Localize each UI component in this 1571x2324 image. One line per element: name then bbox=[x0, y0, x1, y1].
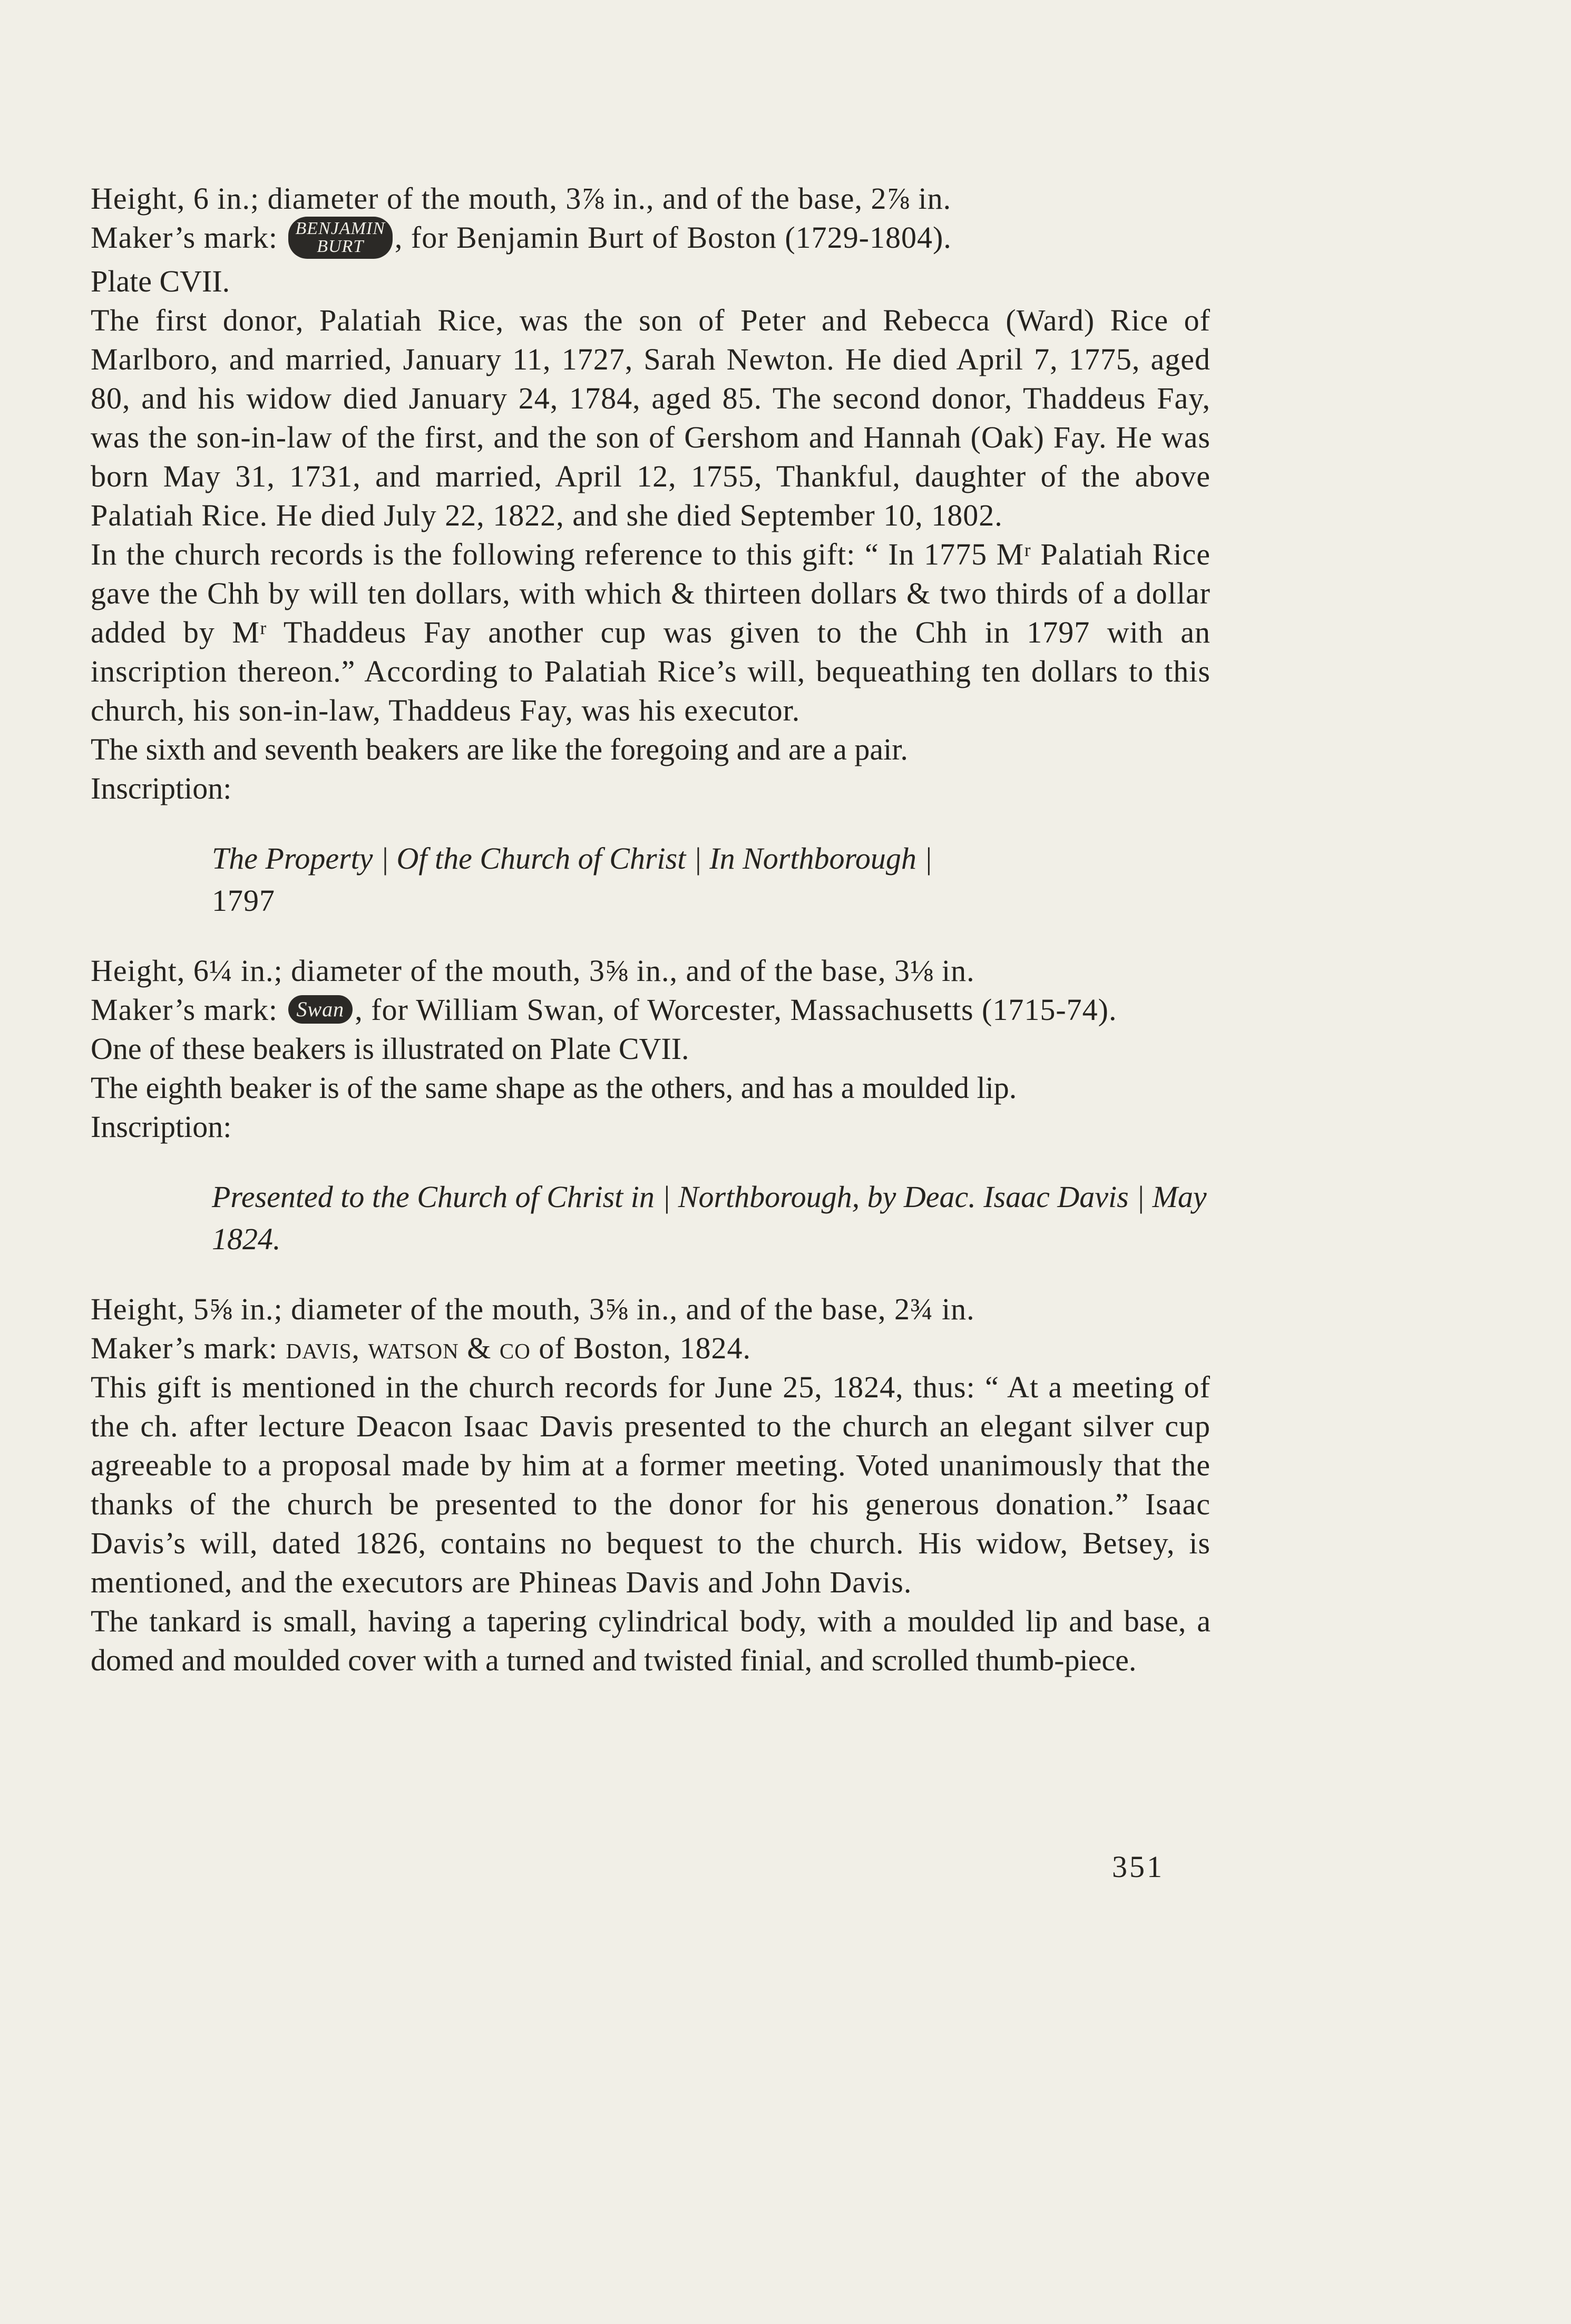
measurement-line: Height, 6 in.; diameter of the mouth, 3⅞ in., and of the base, 2⅞ in. bbox=[91, 181, 952, 216]
makers-mark-name: davis, watson & co bbox=[286, 1330, 531, 1365]
makers-mark-line bbox=[91, 218, 1211, 262]
beakers-paragraph: The sixth and seventh beakers are like the foregoing and are a pair. bbox=[91, 732, 908, 766]
inscription-text: The Property | Of the Church of Christ | In Northborough | bbox=[212, 841, 933, 876]
makers-mark-label: Maker’s mark: bbox=[91, 992, 286, 1027]
makers-mark-attribution: , for William Swan, of Worcester, Massachusetts (1715-74). bbox=[355, 992, 1117, 1027]
measurement-line: Height, 6¼ in.; diameter of the mouth, 3⅝ in., and of the base, 3⅛ in. bbox=[91, 953, 975, 988]
gift-records-paragraph: This gift is mentioned in the church records for June 25, 1824, thus: “ At a meeting of the ch. after lecture Deacon Isaac Davis presented to the church an elegant silver cup agreeable to a proposal made by him at a former meeting. Voted unanimously that the thanks of the church be presented to the donor for his generous donation.” Isaac Davis’s will, dated 1826, contains no bequest to the church. His widow, Betsey, is mentioned, and the executors are Phineas Davis and John Davis. bbox=[91, 1369, 1211, 1599]
inscription-label: Inscription: bbox=[91, 771, 232, 805]
inscription-year: 1797 bbox=[212, 883, 275, 918]
benjamin-burt-mark-stamp bbox=[288, 217, 393, 259]
makers-mark-line bbox=[91, 1329, 1211, 1368]
page-number: 351 bbox=[1112, 1850, 1164, 1884]
measurement-line: Height, 5⅝ in.; diameter of the mouth, 3⅝ in., and of the base, 2¾ in. bbox=[91, 1291, 975, 1326]
stamp-text-line-1: BENJAMIN bbox=[295, 218, 385, 238]
makers-mark-attribution: of Boston, 1824. bbox=[530, 1330, 752, 1365]
church-records-paragraph: In the church records is the following reference to this gift: “ In 1775 Mʳ Palatiah Rice gave the Chh by will ten dollars, with which & thirteen dollars & two thirds of a dollar added by Mʳ Thaddeus Fay another cup was given to the Chh in 1797 with an inscription thereon.” According to Palatiah Rice’s will, bequeathing ten dollars to this church, his son-in-law, Thaddeus Fay, was his executor. bbox=[91, 537, 1211, 727]
makers-mark-line bbox=[91, 990, 1211, 1029]
inscription-quote: Presented to the Church of Christ in | Northborough, by Deac. Isaac Davis | May 1824. bbox=[212, 1179, 1207, 1256]
inscription-label: Inscription: bbox=[91, 1109, 232, 1144]
inscription-quote bbox=[212, 838, 1211, 922]
stamp-text-line-2: BURT bbox=[317, 236, 364, 256]
page-body bbox=[91, 179, 1211, 1680]
plate-reference: Plate CVII. bbox=[91, 264, 230, 298]
illustration-note: One of these beakers is illustrated on Plate CVII. bbox=[91, 1031, 689, 1066]
tankard-paragraph: The tankard is small, having a tapering cylindrical body, with a moulded lip and base, a domed and moulded cover with a turned and twisted finial, and scrolled thumb-piece. bbox=[91, 1603, 1211, 1677]
makers-mark-label: Maker’s mark: bbox=[91, 1330, 286, 1365]
donor-paragraph: The first donor, Palatiah Rice, was the son of Peter and Rebecca (Ward) Rice of Marlboro, and married, January 11, 1727, Sarah Newton. He died April 7, 1775, aged 80, and his widow died January 24, 1784, aged 85. The second donor, Thaddeus Fay, was the son-in-law of the first, and the son of Gershom and Hannah (Oak) Fay. He was born May 31, 1731, and married, April 12, 1755, Thankful, daughter of the above Palatiah Rice. He died July 22, 1822, and she died September 10, 1802. bbox=[91, 303, 1211, 532]
eighth-beaker-paragraph: The eighth beaker is of the same shape as the others, and has a moulded lip. bbox=[91, 1070, 1017, 1105]
makers-mark-attribution: , for Benjamin Burt of Boston (1729-1804). bbox=[394, 220, 952, 255]
makers-mark-label: Maker’s mark: bbox=[91, 220, 286, 255]
william-swan-mark-stamp: Swan bbox=[288, 995, 353, 1024]
